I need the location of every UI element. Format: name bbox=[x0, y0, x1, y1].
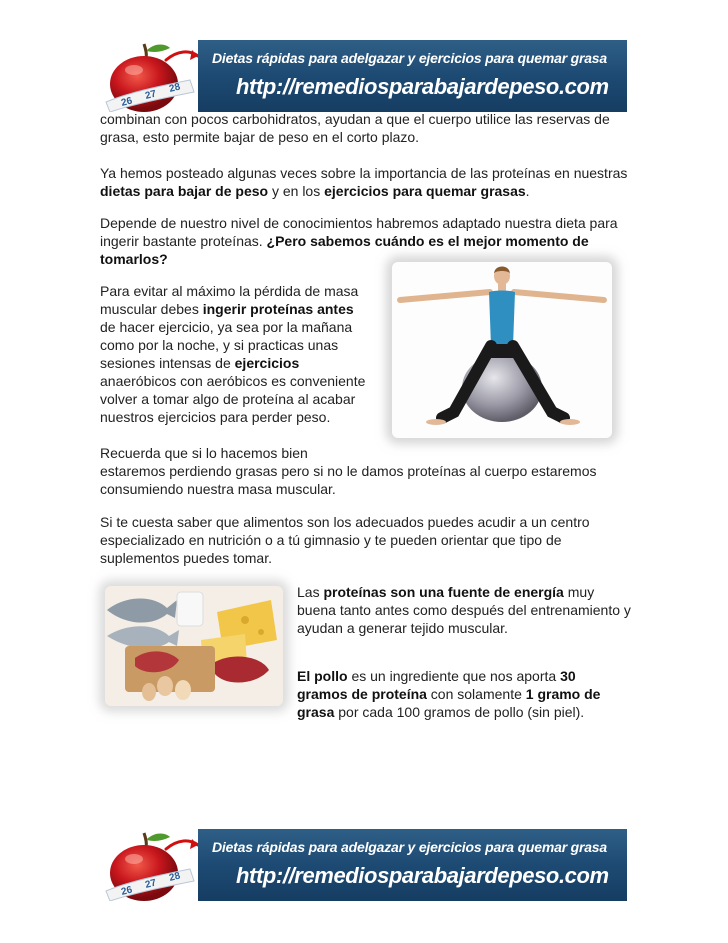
banner-strip bbox=[198, 40, 627, 112]
banner-url[interactable]: http://remediosparabajardepeso.com bbox=[236, 863, 609, 888]
paragraph: combinan con pocos carbohidratos, ayudan a que el cuerpo utilice las reservas de grasa, esto permite bajar de peso en el corto plazo. bbox=[100, 111, 610, 145]
apple-logo bbox=[100, 829, 198, 901]
tape-number: 26 bbox=[120, 95, 134, 109]
banner-url[interactable]: http://remediosparabajardepeso.com bbox=[236, 74, 609, 99]
paragraph: Para evitar al máximo la pérdida de masa muscular debes ingerir proteínas antes de hacer ejercicio, ya sea por la mañana como por la noche, y si practicas unas sesiones intensas de ejercicios anaeróbicos con aeróbicos es conveniente volver a tomar algo de proteína al acabar nuestros ejercicios para perder peso. bbox=[100, 283, 366, 425]
header-banner bbox=[100, 40, 627, 112]
tape-number: 28 bbox=[168, 870, 182, 884]
apple-icon bbox=[100, 40, 198, 112]
paragraph: Ya hemos posteado algunas veces sobre la importancia de las proteínas en nuestras dietas para bajar de peso y en los ejercicios para quemar grasas. bbox=[100, 165, 628, 199]
paragraph: Si te cuesta saber que alimentos son los adecuados puedes acudir a un centro especializado en nutrición o a tú gimnasio y te pueden orientar que tipo de suplementos puedes tomar. bbox=[100, 514, 590, 566]
paragraph: El pollo es un ingrediente que nos aporta 30 gramos de proteína con solamente 1 gramo de grasa por cada 100 gramos de pollo (sin piel). bbox=[297, 668, 601, 720]
tape-number: 27 bbox=[144, 877, 158, 891]
banner-tagline: Dietas rápidas para adelgazar y ejercicios para quemar grasa bbox=[212, 50, 607, 66]
apple-logo bbox=[100, 40, 198, 112]
tape-number: 26 bbox=[120, 884, 134, 898]
apple-icon bbox=[100, 829, 198, 901]
footer-banner bbox=[100, 829, 627, 901]
tape-number: 27 bbox=[144, 88, 158, 102]
banner-tagline: Dietas rápidas para adelgazar y ejercicios para quemar grasa bbox=[212, 839, 607, 855]
paragraph: Recuerda que si lo hacemos bien estaremos perdiendo grasas pero si no le damos proteínas al cuerpo estaremos consumiendo nuestra masa muscular. bbox=[100, 445, 597, 497]
exercise-photo bbox=[392, 262, 612, 438]
paragraph: Depende de nuestro nivel de conocimientos habremos adaptado nuestra dieta para ingerir bastante proteínas. ¿Pero sabemos cuándo es el mejor momento de tomarlos? bbox=[100, 215, 618, 267]
tape-number: 28 bbox=[168, 81, 182, 95]
banner-strip bbox=[198, 829, 627, 901]
food-photo bbox=[105, 586, 283, 706]
paragraph: Las proteínas son una fuente de energía muy buena tanto antes como después del entrenamiento y ayudan a generar tejido muscular. bbox=[297, 584, 631, 636]
